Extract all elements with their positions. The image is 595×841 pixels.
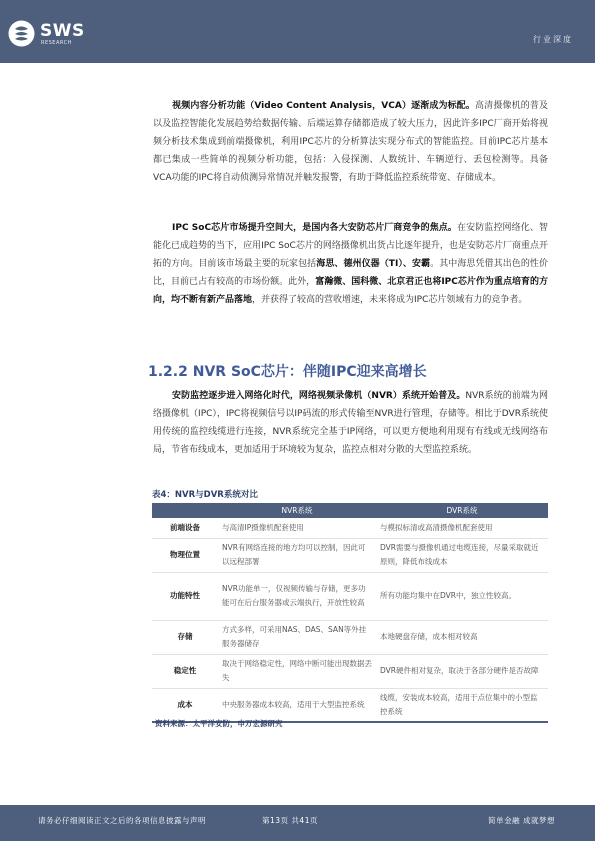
paragraph-nvr-body: NVR系统的前端为网络摄像机（IPC），IPC将视频信号以IP码流的形式传输至NVR进行管理，存储等。相比于DVR系统使用传统的监控线缆进行连接，NVR系统完全基于IP网络，可以更方便地利用现有有线或无线网络布局，节省布线成本，更加适用于环境较为复杂，监控点相对分散的大型监控系统。 [153,391,548,455]
paragraph-ipc-soc-body-1: 在安防监控网络化、智能化已成趋势的当下，应用IPC SoC芯片的网络摄像机出货占比逐年提升，也是安防芯片厂商重点开拓的方向。目前该市场最主要的玩家包括 [153,223,548,269]
nvr-cell: 取决于网络稳定性，网络中断可能出现数据丢失 [218,654,376,688]
footer-disclaimer: 请务必仔细阅读正文之后的各项信息披露与声明 [38,816,206,825]
row-header: 物理位置 [152,538,218,572]
row-header: 稳定性 [152,654,218,688]
dvr-cell: 与模拟标清或高清摄像机配套使用 [376,518,548,538]
sws-logo-icon [8,20,35,47]
table-row [152,620,548,654]
table-row [152,538,548,572]
nvr-cell: 方式多样，可采用NAS、DAS、SAN等外挂服务器储存 [218,620,376,654]
paragraph-vca [153,97,548,187]
row-header: 功能特性 [152,572,218,620]
paragraph-ipc-soc [153,219,548,309]
paragraph-ipc-soc-challengers: 富瀚微、国科微、北京君正也将IPC芯片作为重点培育的方向，均不断有新产品落地 [153,277,548,305]
table-caption: 表4：NVR与DVR系统对比 [152,490,258,500]
table-row [152,518,548,538]
dvr-cell: DVR需要与摄像机通过电缆连接，尽量采取就近原则，降低布线成本 [376,538,548,572]
page-header [0,0,595,63]
paragraph-ipc-soc-body-2: 。其中海思凭借其出色的性价比，目前已占有较高的市场份额。此外， [153,259,548,287]
report-type-tag: 行业深度 [533,35,573,44]
nvr-cell: NVR有网络连接的地方均可以控制，因此可以远程部署 [218,538,376,572]
nvr-cell: 中央服务器成本较高，适用于大型监控系统 [218,688,376,722]
paragraph-ipc-soc-body-3: ，并获得了较高的营收增速，未来将成为IPC芯片领域有力的竞争者。 [252,295,528,305]
paragraph-vca-body: 高清摄像机的普及以及监控智能化发展趋势给数据传输、后端运算存储都造成了较大压力，因此许多IPC厂商开始将视频分析技术集成到前端摄像机，利用IPC芯片的分析算法实现分布式的智能监控。目前IPC芯片基本都已集成一些简单的视频分析功能，包括：入侵探测、人数统计、车辆逆行、丢包检测等。具备VCA功能的IPC将自动侦测异常情况并触发报警，有助于降低监控系统带宽、存储成本。 [153,101,548,183]
sws-logo [8,18,128,48]
nvr-cell: 与高清IP摄像机配套使用 [218,518,376,538]
table-source: 资料来源：太平洋安防，申万宏源研究 [155,719,283,728]
paragraph-ipc-soc-lead: IPC SoC芯片市场提升空间大，是国内各大安防芯片厂商竞争的焦点。 [172,223,458,233]
row-header: 前端设备 [152,518,218,538]
row-header: 存储 [152,620,218,654]
dvr-cell: 线缆，安装成本较高，适用于点位集中的小型监控系统 [376,688,548,722]
table-row [152,572,548,620]
nvr-dvr-comparison-table [152,503,548,723]
paragraph-nvr-lead: 安防监控逐步进入网络化时代，网络视频录像机（NVR）系统开始普及。 [172,391,466,401]
section-title: 1.2.2 NVR SoC芯片：伴随IPC迎来高增长 [148,364,427,380]
logo-subtext: RESEARCH [41,40,72,46]
nvr-cell: NVR功能单一，仅视频传输与存储，更多功能可在后台服务器或云端执行，开放性较高 [218,572,376,620]
table-header-cell: DVR系统 [376,503,548,518]
footer-slogan: 简单金融 成就梦想 [488,816,555,825]
page-number: 第13页 共41页 [262,816,318,825]
page-footer [0,805,595,841]
table-header-row [152,503,548,518]
table-header-cell [152,503,218,518]
row-header: 成本 [152,688,218,722]
logo-text: SWS [40,21,85,41]
table-row [152,654,548,688]
table-header-cell: NVR系统 [218,503,376,518]
paragraph-nvr [153,387,548,459]
paragraph-vca-lead: 视频内容分析功能（Video Content Analysis，VCA）逐渐成为标配。 [172,101,476,111]
table-row [152,688,548,722]
dvr-cell: DVR硬件相对复杂，取决于各部分硬件是否故障 [376,654,548,688]
dvr-cell: 所有功能均集中在DVR中，独立性较高。 [376,572,548,620]
dvr-cell: 本地硬盘存储，成本相对较高 [376,620,548,654]
paragraph-ipc-soc-players: 海思、德州仪器（TI）、安霸 [316,259,431,269]
